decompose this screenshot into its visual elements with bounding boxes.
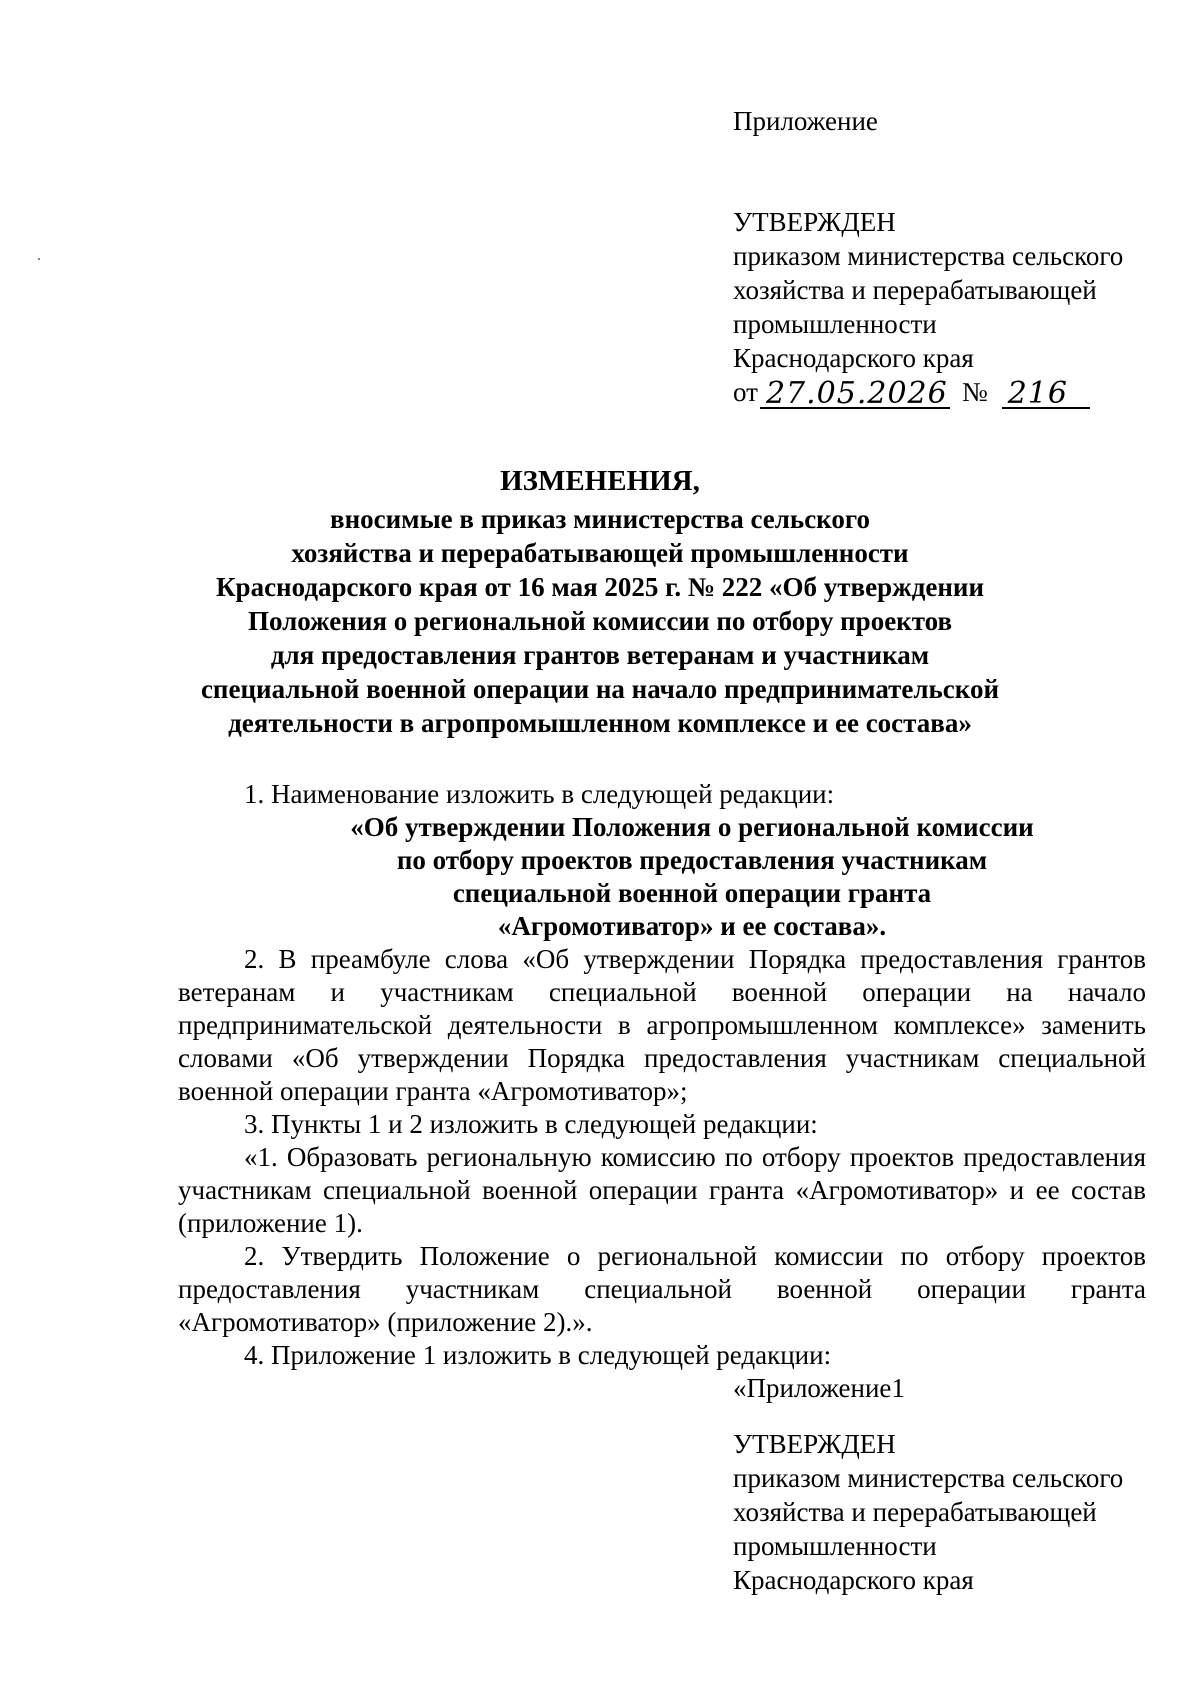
title-line: вносимые в приказ министерства сельского <box>330 504 870 534</box>
approval-date-line <box>733 375 1123 409</box>
approval-line: промышленности <box>733 309 937 339</box>
item-4-appendix-label: «Приложение1 <box>733 1373 905 1403</box>
title-line: деятельности в агропромышленном комплексе и ее состава» <box>228 708 972 738</box>
approval-block <box>733 205 1123 409</box>
title-line: хозяйства и перерабатывающей промышленности <box>291 538 909 568</box>
handwritten-date: 27.05.2026 <box>765 376 948 411</box>
approval-line: Краснодарского края <box>733 1565 974 1595</box>
scan-speck <box>38 258 40 260</box>
handwritten-number-field <box>1002 375 1090 409</box>
handwritten-date-field <box>760 375 950 409</box>
quote-line: «Агромотиватор» и ее состава». <box>497 911 887 941</box>
item-2: 2. В преамбуле слова «Об утверждении Порядка предоставления грантов ветеранам и участникам специальной военной операции на начало предпринимательской деятельности в агропромышленном комплексе» заменить словами «Об утверждении Порядка предоставления участникам специальной военной операции гранта «Агромотиватор»; <box>178 944 1146 1106</box>
appendix-label <box>733 104 878 138</box>
quote-line: специальной военной операции гранта <box>452 878 932 908</box>
title-line: Положения о региональной комиссии по отбору проектов <box>247 606 953 636</box>
approval-line: приказом министерства сельского <box>733 1463 1124 1493</box>
item-3-paragraph-2: 2. Утвердить Положение о региональной комиссии по отбору проектов предоставления участникам специальной военной операции гранта «Агромотиватор» (приложение 2).». <box>178 1241 1146 1337</box>
document-body <box>178 778 1146 1405</box>
quote-line: «Об утверждении Положения о региональной комиссии <box>350 812 1034 842</box>
approval-heading: УТВЕРЖДЕН <box>733 207 896 237</box>
approval-line: хозяйства и перерабатывающей <box>733 275 1097 305</box>
document-title <box>0 464 1200 740</box>
approval-line: промышленности <box>733 1531 937 1561</box>
item-4: 4. Приложение 1 изложить в следующей редакции: <box>244 1340 832 1370</box>
handwritten-number: 216 <box>1007 376 1068 411</box>
approval-line: приказом министерства сельского <box>733 241 1124 271</box>
approval-line: Краснодарского края <box>733 343 974 373</box>
title-line: Краснодарского края от 16 мая 2025 г. № 222 «Об утверждении <box>215 572 985 602</box>
number-label: № <box>961 377 988 407</box>
title-main: ИЗМЕНЕНИЯ, <box>500 465 700 497</box>
title-line: для предоставления грантов ветеранам и участникам <box>270 640 930 670</box>
approval-block-2 <box>733 1427 1123 1597</box>
item-1: 1. Наименование изложить в следующей редакции: <box>244 779 835 809</box>
appendix-label-text: Приложение <box>733 106 878 136</box>
quote-line: по отбору проектов предоставления участникам <box>396 845 988 875</box>
title-line: специальной военной операции на начало предпринимательской <box>200 674 1000 704</box>
item-3: 3. Пункты 1 и 2 изложить в следующей редакции: <box>244 1109 818 1139</box>
item-3-paragraph-1: «1. Образовать региональную комиссию по отбору проектов предоставления участникам специальной военной операции гранта «Агромотиватор» и ее состав (приложение 1). <box>178 1142 1146 1238</box>
item-1-quote <box>178 811 1146 943</box>
approval-line: хозяйства и перерабатывающей <box>733 1497 1097 1527</box>
date-prefix: от <box>733 377 758 407</box>
approval-heading: УТВЕРЖДЕН <box>733 1429 896 1459</box>
